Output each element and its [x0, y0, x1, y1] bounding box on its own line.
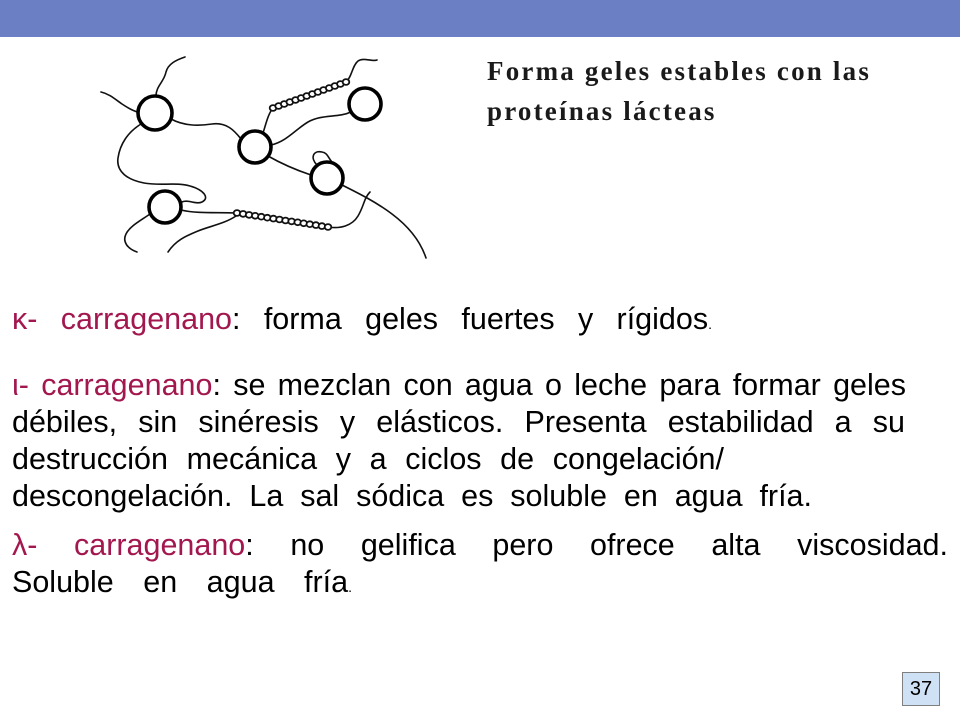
polymer-strand	[342, 185, 426, 258]
chain-bead	[343, 79, 350, 85]
iota-description-3: destrucción mecánica y a ciclos de congelación/	[12, 442, 724, 476]
polymer-strand	[268, 156, 311, 175]
lambda-symbol: λ	[12, 528, 28, 562]
helix-ring	[239, 131, 271, 163]
polymer-strand	[168, 216, 236, 252]
slide-title	[487, 51, 871, 131]
iota-symbol: ι	[12, 368, 19, 402]
polymer-strand	[181, 210, 237, 213]
kappa-description: : forma geles fuertes y rígidos	[232, 302, 709, 336]
kappa-name: - carragenano	[27, 302, 233, 336]
iota-carrageenan-line-3	[12, 441, 724, 478]
polymer-strand	[125, 214, 150, 252]
polymer-strand	[101, 92, 138, 112]
helix-ring	[149, 191, 181, 223]
polymer-strand	[263, 108, 273, 133]
title-line-1: Forma geles estables con las	[487, 56, 872, 86]
page-number: 37	[902, 672, 940, 706]
iota-name: - carragenano	[18, 368, 213, 402]
iota-carrageenan-line-4	[12, 478, 812, 515]
gel-network-diagram	[0, 0, 460, 270]
helix-ring	[311, 162, 343, 194]
helix-ring	[138, 96, 172, 130]
iota-description-4: descongelación. La sal sódica es soluble en agua fría.	[12, 479, 812, 513]
chain-bead	[325, 224, 332, 230]
helix-ring	[349, 88, 381, 120]
iota-carrageenan-line-1	[12, 367, 906, 404]
kappa-symbol: κ	[12, 302, 28, 336]
title-line-2: proteínas lácteas	[487, 96, 717, 126]
iota-carrageenan-line-2	[12, 404, 905, 441]
polymer-strand	[156, 57, 185, 96]
lambda-description-2: Soluble en agua fría	[12, 565, 349, 599]
lambda-carrageenan-line-1	[12, 527, 948, 564]
iota-description-1: : se mezclan con agua o leche para formar geles	[212, 368, 906, 402]
lambda-description-1: : no gelifica pero ofrece alta viscosidad.	[245, 528, 948, 562]
kappa-end-mark: .	[708, 316, 712, 332]
polymer-strand	[346, 59, 377, 82]
iota-description-2: débiles, sin sinéresis y elásticos. Presenta estabilidad a su	[12, 405, 905, 439]
polymer-strand	[271, 112, 351, 145]
lambda-end-mark: .	[348, 579, 352, 595]
lambda-carrageenan-line-2	[12, 564, 352, 606]
polymer-strand	[171, 119, 241, 139]
helix-rings	[138, 88, 381, 223]
kappa-carrageenan-line	[12, 301, 712, 343]
lambda-name: - carragenano	[27, 528, 246, 562]
polymer-strand	[328, 192, 370, 228]
